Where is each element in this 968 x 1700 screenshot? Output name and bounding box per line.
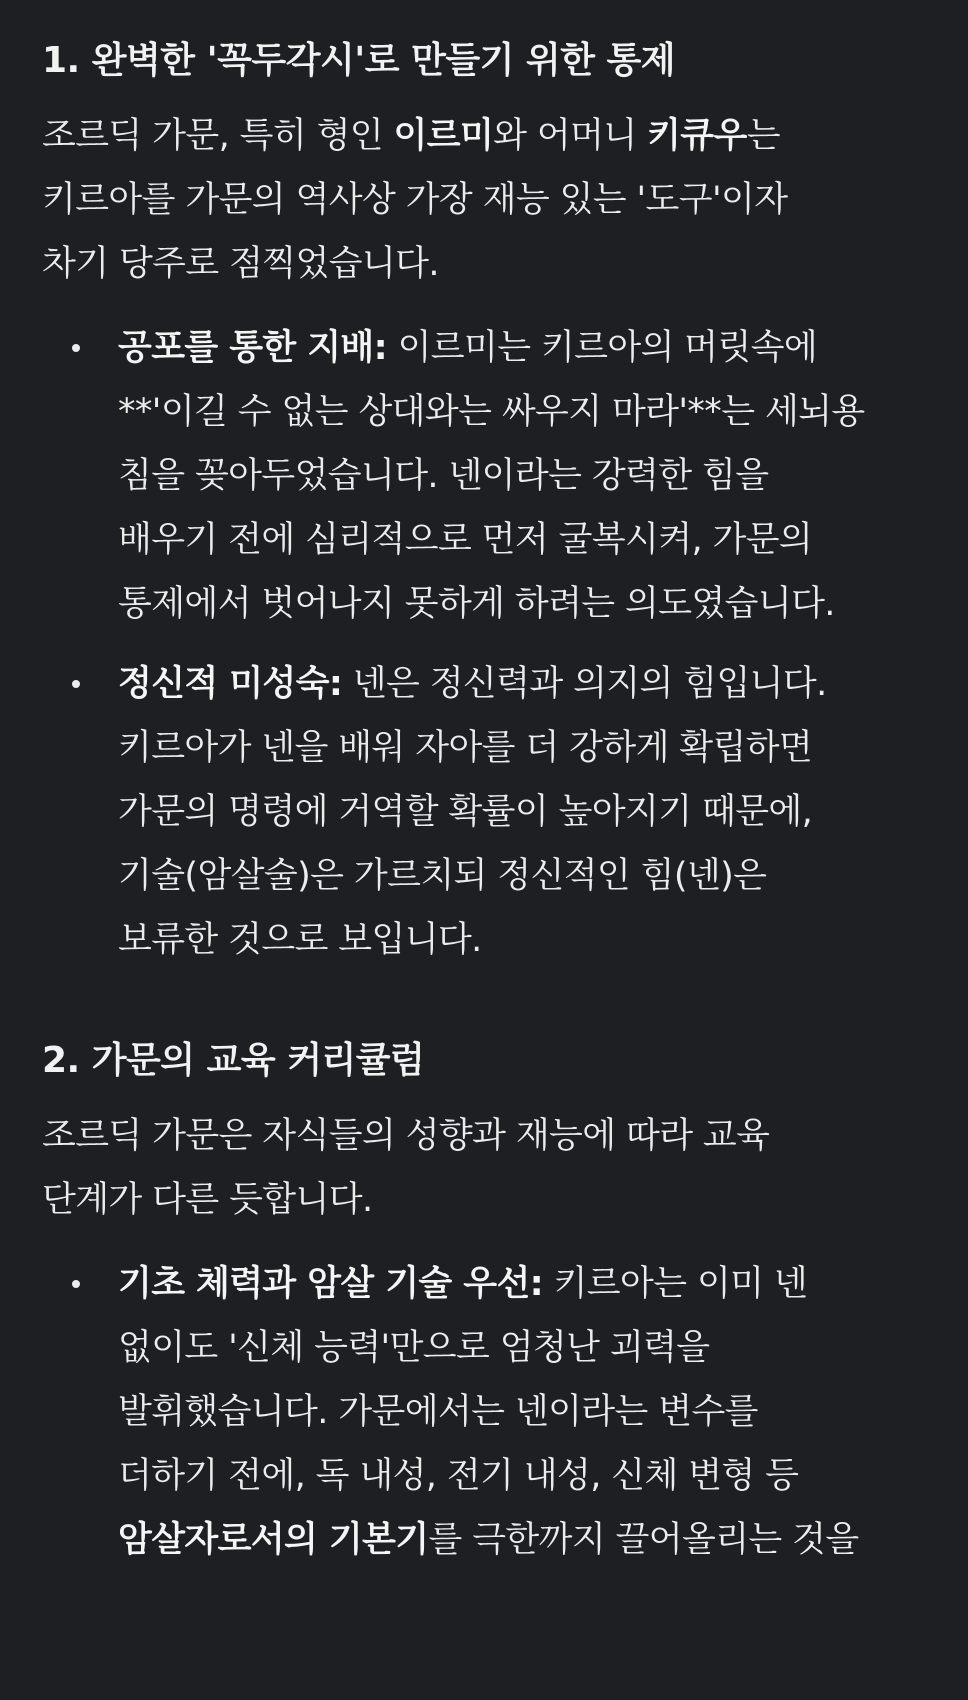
item-line: 침을 꽂아두었습니다. 넨이라는 강력한 힘을: [118, 456, 769, 496]
item-title: 정신적 미성숙:: [118, 664, 343, 704]
text-run: 를 극한까지 끌어올리는 것을: [428, 1520, 859, 1560]
item-line: 가문의 명령에 거역할 확률이 높아지기 때문에,: [118, 792, 813, 832]
bold-phrase: 암살자로서의 기본기: [118, 1520, 429, 1560]
section-2: [42, 1036, 968, 1572]
text-run: 는: [746, 116, 780, 156]
bullet-list: [42, 1252, 968, 1572]
item-line: [118, 316, 968, 380]
intro-line: 단계가 다른 듯합니다.: [42, 1180, 373, 1220]
section-1: [42, 36, 968, 972]
section-heading: 2. 가문의 교육 커리큘럼: [42, 1040, 425, 1081]
item-line: 통제에서 벗어나지 못하게 하려는 의도였습니다.: [118, 584, 835, 624]
item-line: 발휘했습니다. 가문에서는 넨이라는 변수를: [118, 1392, 758, 1432]
bullet-dot-icon: [72, 344, 80, 352]
list-item: [42, 1252, 968, 1572]
item-line: 없이도 '신체 능력'만으로 엄청난 괴력을: [118, 1328, 710, 1368]
text-run: 조르딕 가문, 특히 형인: [42, 116, 394, 156]
item-line: **'이길 수 없는 상대와는 싸우지 마라'**는 세뇌용: [118, 392, 865, 432]
section-intro: [42, 1104, 968, 1232]
text-run: 키르아는 이미 넨: [543, 1264, 808, 1304]
item-title: 기초 체력과 암살 기술 우선:: [118, 1264, 544, 1304]
bullet-list: [42, 316, 968, 972]
item-line: 키르아가 넨을 배워 자아를 더 강하게 확립하면: [118, 728, 813, 768]
text-run: 와 어머니: [493, 116, 648, 156]
item-line: [118, 652, 968, 716]
item-line: 더하기 전에, 독 내성, 전기 내성, 신체 변형 등: [118, 1456, 799, 1496]
bold-name: 키큐우: [647, 116, 747, 156]
list-item: [42, 652, 968, 972]
bold-name: 이르미: [393, 116, 494, 156]
item-line: 보류한 것으로 보입니다.: [118, 920, 482, 960]
item-line: 기술(암살술)은 가르치되 정신적인 힘(넨)은: [118, 856, 767, 896]
section-intro: [42, 104, 968, 296]
intro-line: 조르딕 가문은 자식들의 성향과 재능에 따라 교육: [42, 1116, 770, 1156]
list-item: [42, 316, 968, 636]
bullet-dot-icon: [72, 1280, 80, 1288]
intro-line: 차기 당주로 점찍었습니다.: [42, 244, 439, 284]
intro-line: 키르아를 가문의 역사상 가장 재능 있는 '도구'이자: [42, 180, 788, 220]
text-run: 넨은 정신력과 의지의 힘입니다.: [342, 664, 827, 704]
intro-line: [42, 104, 968, 168]
bullet-dot-icon: [72, 680, 80, 688]
item-line: [118, 1508, 968, 1572]
item-line: [118, 1252, 968, 1316]
text-run: 이르미는 키르아의 머릿속에: [387, 328, 818, 368]
item-line: 배우기 전에 심리적으로 먼저 굴복시켜, 가문의: [118, 520, 813, 560]
section-heading: 1. 완벽한 '꼭두각시'로 만들기 위한 통제: [42, 40, 676, 81]
item-title: 공포를 통한 지배:: [118, 328, 388, 368]
